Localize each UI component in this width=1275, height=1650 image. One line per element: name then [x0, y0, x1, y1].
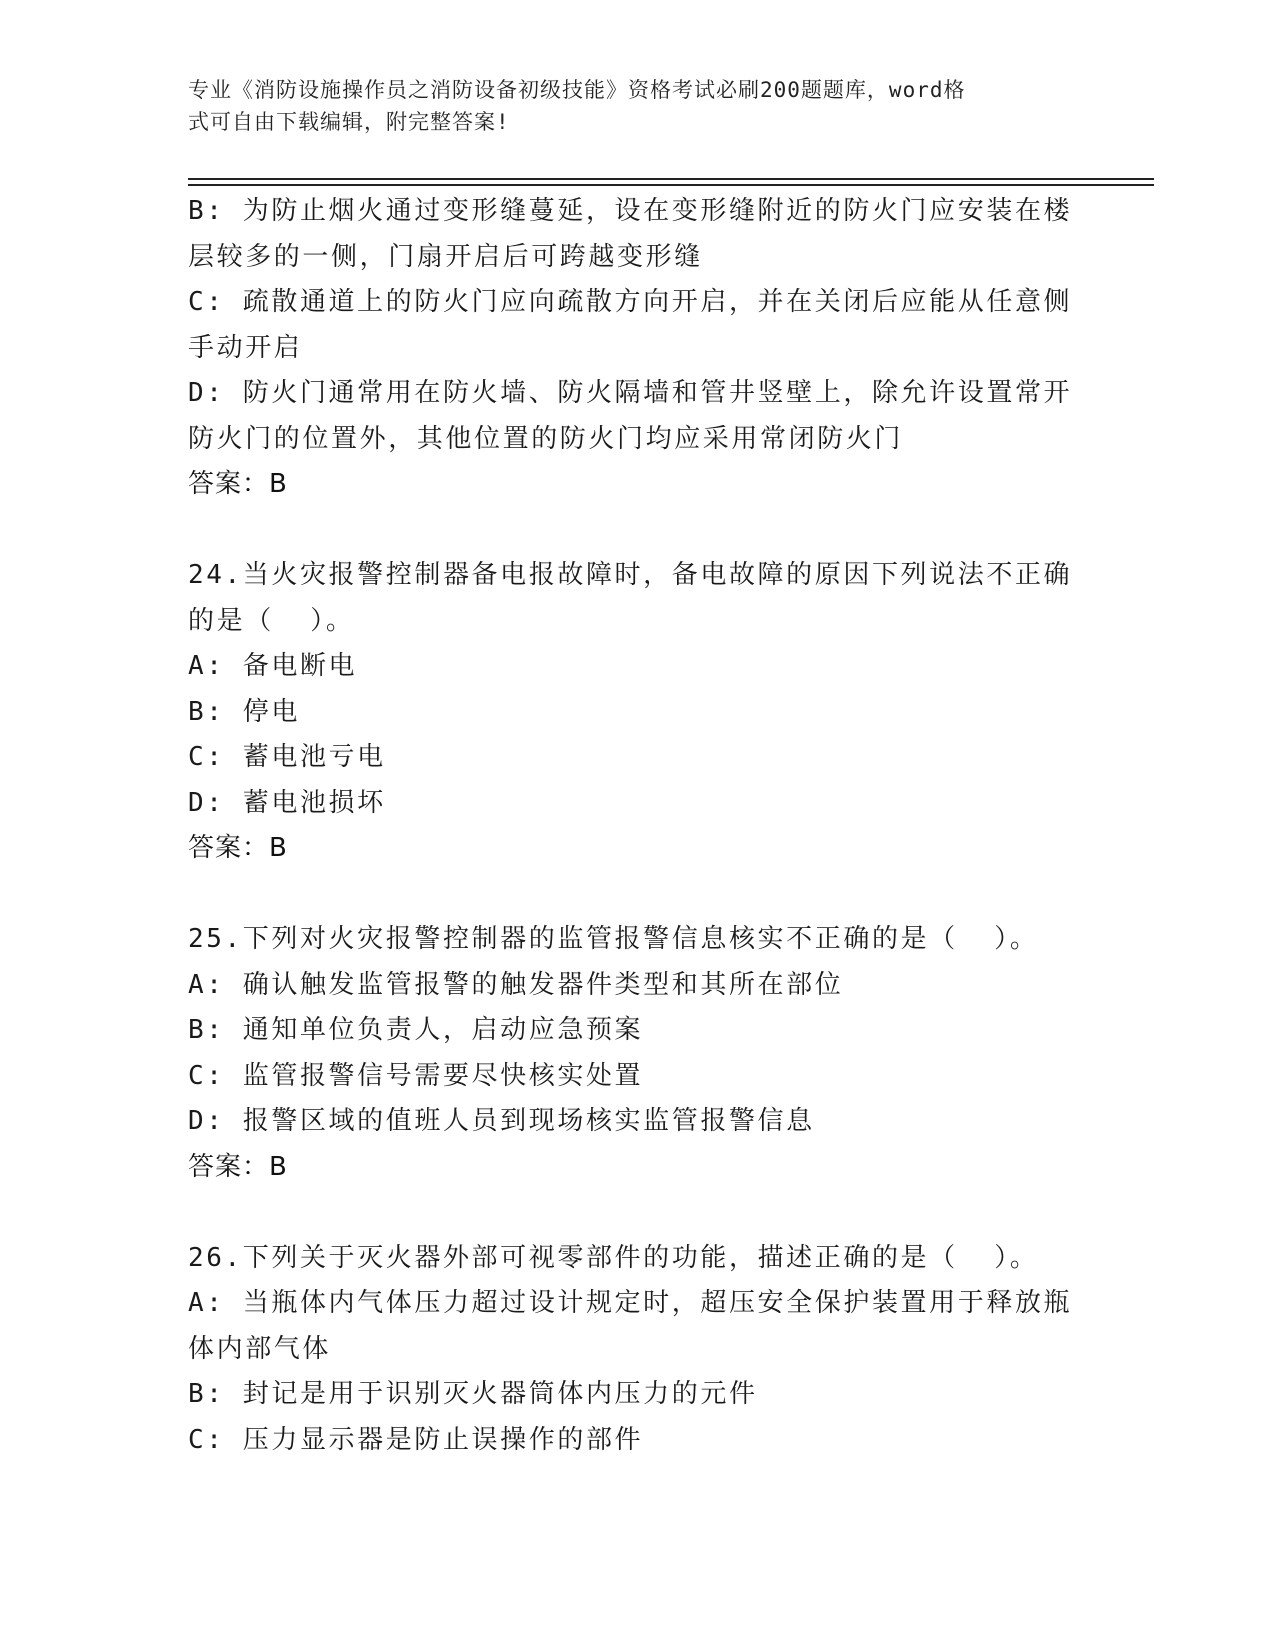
q24-answer: 答案：B [188, 833, 288, 863]
question-26-block [188, 1236, 1088, 1464]
q24-option-a: A: 备电断电 [188, 651, 358, 681]
q25-question: 25.下列对火灾报警控制器的监管报警信息核实不正确的是（ ）。 [188, 924, 1039, 954]
q25-option-a: A: 确认触发监管报警的触发器件类型和其所在部位 [188, 969, 844, 1000]
q24-option-c: C: 蓄电池亏电 [188, 742, 386, 772]
q23-option-b-line-1: B: 为防止烟火通过变形缝蔓延，设在变形缝附近的防火门应安装在楼 [188, 196, 1073, 226]
header-rule-bottom [188, 184, 1154, 186]
spacer [188, 508, 1088, 554]
q26-option-a-line-1: A: 当瓶体内气体压力超过设计规定时，超压安全保护装置用于释放瓶 [188, 1288, 1073, 1318]
q25-option-b: B: 通知单位负责人，启动应急预案 [188, 1015, 644, 1045]
question-25-block [188, 917, 1088, 1190]
q23-answer: 答案：B [188, 469, 288, 499]
q25-answer: 答案：B [188, 1151, 288, 1182]
q25-option-c: C: 监管报警信号需要尽快核实处置 [188, 1060, 644, 1091]
q24-option-d: D: 蓄电池损坏 [188, 787, 386, 818]
q24-question-line-1: 24.当火灾报警控制器备电报故障时，备电故障的原因下列说法不正确 [188, 560, 1073, 590]
question-24-block [188, 553, 1088, 872]
question-23-block [188, 189, 1088, 508]
q25-option-d: D: 报警区域的值班人员到现场核实监管报警信息 [188, 1106, 815, 1136]
q23-option-d-line-1: D: 防火门通常用在防火墙、防火隔墙和管井竖壁上，除允许设置常开 [188, 378, 1073, 408]
header-line-2: 式可自由下载编辑，附完整答案! [188, 110, 510, 134]
q26-option-b: B: 封记是用于识别灭火器筒体内压力的元件 [188, 1379, 758, 1409]
q24-question-line-2: 的是（ ）。 [188, 605, 355, 636]
q23-option-c-line-2: 手动开启 [188, 332, 303, 363]
q26-option-c: C: 压力显示器是防止误操作的部件 [188, 1424, 644, 1455]
q24-option-b: B: 停电 [188, 696, 300, 727]
header-rule-top [188, 178, 1154, 180]
question-content [188, 189, 1088, 1463]
header-line-1: 专业《消防设施操作员之消防设备初级技能》资格考试必刷200题题库，word格 [188, 78, 966, 102]
spacer [188, 872, 1088, 918]
q23-option-d-line-2: 防火门的位置外，其他位置的防火门均应采用常闭防火门 [188, 423, 904, 454]
q26-option-a-line-2: 体内部气体 [188, 1333, 332, 1364]
q26-question: 26.下列关于灭火器外部可视零部件的功能，描述正确的是（ ）。 [188, 1242, 1039, 1273]
q23-option-b-line-2: 层较多的一侧，门扇开启后可跨越变形缝 [188, 241, 703, 272]
document-header [188, 74, 1068, 138]
q23-option-c-line-1: C: 疏散通道上的防火门应向疏散方向开启，并在关闭后应能从任意侧 [188, 287, 1073, 317]
spacer [188, 1190, 1088, 1236]
